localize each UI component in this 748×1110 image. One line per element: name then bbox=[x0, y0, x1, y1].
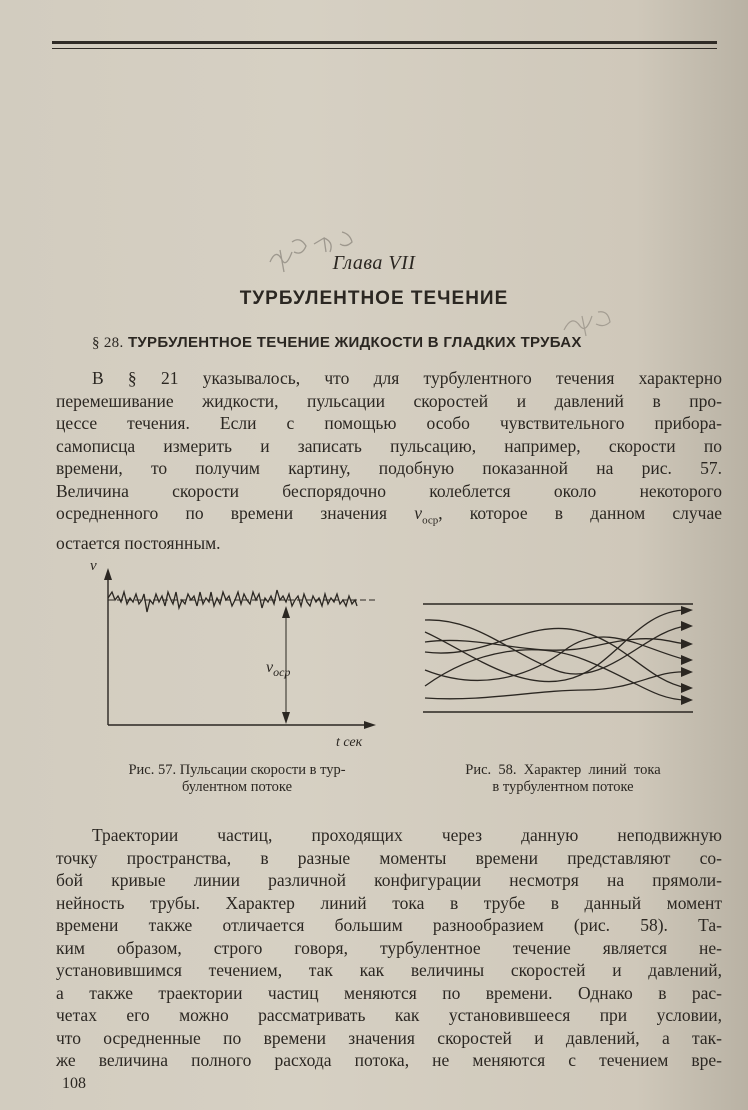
fig57-pulsation-curve bbox=[108, 590, 357, 612]
section-title: ТУРБУЛЕНТНОЕ ТЕЧЕНИЕ ЖИДКОСТИ В ГЛАДКИХ ТРУБАХ bbox=[127, 334, 582, 351]
fig58-arrow-head bbox=[681, 667, 693, 677]
math-variable: v bbox=[414, 503, 423, 523]
fig58-arrow-head bbox=[681, 606, 693, 615]
paragraph-line: Траектории частиц, проходящих через данную неподвижную bbox=[92, 825, 722, 845]
caption-line: в турбулентном потоке bbox=[492, 779, 634, 795]
paragraph-2 bbox=[56, 824, 722, 1072]
paragraph-line: цессе течения. Если с помощью особо чувствительного прибора- bbox=[56, 413, 722, 433]
fig58-streamline bbox=[425, 639, 687, 651]
paragraph-line: а также траектории частиц меняются по времени. Однако в рас- bbox=[56, 982, 722, 1003]
paragraph-line: нейность трубы. Характер линий тока в трубе в данный момент bbox=[56, 892, 722, 913]
fig58-arrow-head bbox=[681, 639, 693, 649]
fig58-arrow-head bbox=[681, 655, 693, 665]
math-subscript: оср bbox=[422, 514, 439, 527]
fig58-streamline bbox=[425, 650, 687, 700]
fig58-arrow-head bbox=[681, 695, 693, 705]
paragraph-line: бой кривые линии различной конфигурации несмотря на прямоли- bbox=[56, 870, 722, 890]
caption-line: Рис. 57. Пульсации скорости в тур- bbox=[128, 762, 346, 778]
page-number: 108 bbox=[62, 1075, 86, 1092]
line-text-tail: , которое в данном случае bbox=[438, 503, 722, 523]
figure-57-velocity-pulsation bbox=[88, 560, 388, 755]
chapter-heading: Глава VII bbox=[332, 252, 416, 274]
paragraph-line: что осредненные по времени значения скоростей и давлений, а так- bbox=[56, 1027, 722, 1048]
figure-57-caption bbox=[92, 762, 382, 796]
caption-line: булентном потоке bbox=[181, 779, 293, 795]
figure-58-streamlines bbox=[415, 590, 705, 720]
paragraph-line: ким образом, строго говоря, турбулентное течение является не- bbox=[56, 937, 722, 958]
fig57-y-axis-label: v bbox=[90, 560, 97, 574]
fig57-y-arrow bbox=[104, 568, 112, 580]
paragraph-line: же величина полного расхода потока, не меняются с течением вре- bbox=[56, 1050, 722, 1070]
fig57-x-arrow bbox=[364, 721, 376, 729]
figure-58-caption bbox=[418, 762, 708, 796]
paragraph-1 bbox=[56, 367, 722, 555]
header-rule-thin bbox=[52, 48, 717, 49]
fig58-streamline bbox=[425, 637, 687, 680]
fig57-mean-arrow-down bbox=[282, 712, 290, 724]
fig57-mean-arrow-up bbox=[282, 606, 290, 618]
paragraph-line bbox=[56, 502, 722, 532]
caption-line: Рис. 58. Характер линий тока bbox=[465, 762, 661, 778]
paragraph-line: времени, то получим картину, подобную показанной на рис. 57. bbox=[56, 458, 722, 478]
fig57-x-axis-label: t сек bbox=[336, 735, 363, 750]
fig58-arrow-head bbox=[681, 683, 693, 693]
paragraph-line: Величина скорости беспорядочно колеблется около некоторого bbox=[56, 480, 722, 501]
paragraph-line: остается постоянным. bbox=[56, 533, 221, 553]
paragraph-line: перемешивание жидкости, пульсации скоростей и давлений в про- bbox=[56, 390, 722, 411]
chapter-title: ТУРБУЛЕНТНОЕ ТЕЧЕНИЕ bbox=[239, 288, 509, 309]
header-rule-thick bbox=[52, 41, 717, 44]
paragraph-line: четах его можно рассматривать как установившееся при условии, bbox=[56, 1005, 722, 1025]
paragraph-line: точку пространства, в разные моменты времени представляют со- bbox=[56, 847, 722, 868]
paragraph-line: В § 21 указывалось, что для турбулентного течения характерно bbox=[92, 368, 722, 388]
section-number: § 28. bbox=[92, 335, 124, 351]
fig57-mean-label: $v_{оср}$ bbox=[266, 659, 291, 679]
line-text: осредненного по времени значения bbox=[56, 503, 415, 523]
fig58-arrow-head bbox=[681, 621, 693, 631]
paragraph-line: самописца измерить и записать пульсацию, например, скорости по bbox=[56, 435, 722, 456]
fig58-streamline bbox=[425, 672, 687, 699]
section-heading bbox=[92, 334, 732, 352]
paragraph-line: установившимся течением, так как величины скоростей и давлений, bbox=[56, 960, 722, 980]
paragraph-line: времени также отличается большим разнообразием (рис. 58). Та- bbox=[56, 915, 722, 935]
